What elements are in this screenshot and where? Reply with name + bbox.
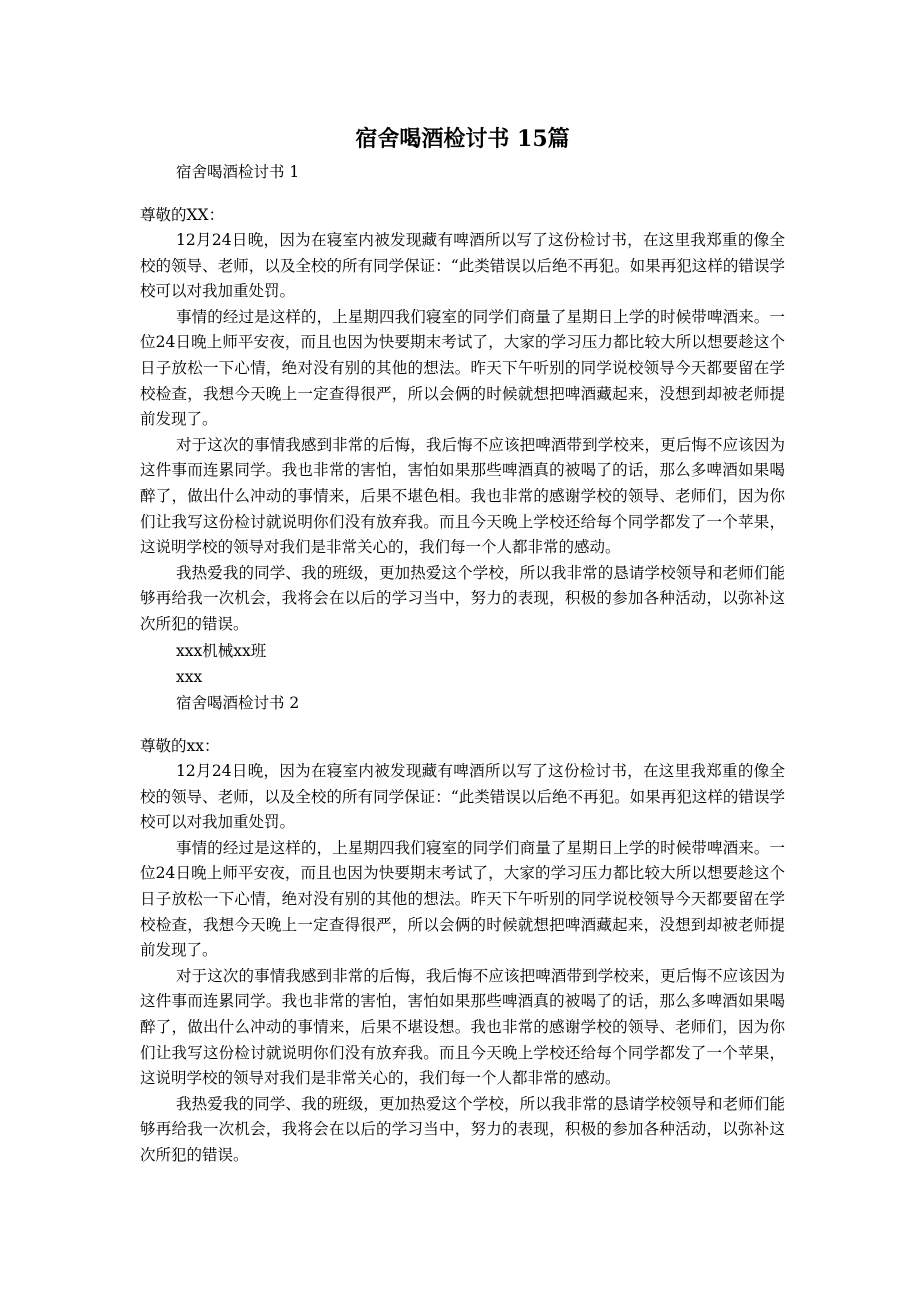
section-heading: 宿舍喝酒检讨书 1: [176, 163, 300, 181]
salutation: 尊敬的XX：: [140, 206, 225, 224]
section-heading: 宿舍喝酒检讨书 2: [176, 694, 300, 712]
signature-class: xxx机械xx班: [176, 641, 267, 660]
body-paragraph: 12月24日晚，因为在寝室内被发现藏有啤酒所以写了这份检讨书，在这里我郑重的像全校的领导、老师，以及全校的所有同学保证：“此类错误以后绝不再犯。如果再犯这样的错误学校可以对我加重处罚。: [140, 762, 785, 832]
letter-section-1: [140, 159, 785, 690]
body-paragraph: 对于这次的事情我感到非常的后悔，我后悔不应该把啤酒带到学校来，更后悔不应该因为这件事而连累同学。我也非常的害怕，害怕如果那些啤酒真的被喝了的话，那么多啤酒如果喝醉了，做出什么冲动的事情来，后果不堪色相。我也非常的感谢学校的领导、老师们，因为你们让我写这份检讨就说明你们没有放弃我。而且今天晚上学校还给每个同学都发了一个苹果，这说明学校的领导对我们是非常关心的，我们每一个人都非常的感动。: [140, 435, 785, 557]
body-paragraph: 我热爱我的同学、我的班级，更加热爱这个学校，所以我非常的恳请学校领导和老师们能够再给我一次机会，我将会在以后的学习当中，努力的表现，积极的参加各种活动，以弥补这次所犯的错误。: [140, 563, 785, 633]
body-paragraph: 12月24日晚，因为在寝室内被发现藏有啤酒所以写了这份检讨书，在这里我郑重的像全校的领导、老师，以及全校的所有同学保证：“此类错误以后绝不再犯。如果再犯这样的错误学校可以对我加重处罚。: [140, 231, 785, 301]
signature-name: xxx: [176, 667, 203, 686]
document-title: 宿舍喝酒检讨书 15篇: [355, 126, 570, 152]
body-paragraph: 对于这次的事情我感到非常的后悔，我后悔不应该把啤酒带到学校来，更后悔不应该因为这件事而连累同学。我也非常的害怕，害怕如果那些啤酒真的被喝了的话，那么多啤酒如果喝醉了，做出什么冲动的事情来，后果不堪设想。我也非常的感谢学校的领导、老师们，因为你们让我写这份检讨就说明你们没有放弃我。而且今天晚上学校还给每个同学都发了一个苹果，这说明学校的领导对我们是非常关心的，我们每一个人都非常的感动。: [140, 966, 785, 1088]
letter-section-2: [140, 690, 785, 1169]
salutation: 尊敬的xx：: [140, 737, 220, 755]
body-paragraph: 事情的经过是这样的，上星期四我们寝室的同学们商量了星期日上学的时候带啤酒来。一位24日晚上师平安夜，而且也因为快要期末考试了，大家的学习压力都比较大所以想要趁这个日子放松一下心情，绝对没有别的其他的想法。昨天下午听别的同学说校领导今天都要留在学校检查，我想今天晚上一定查得很严，所以会俩的时候就想把啤酒藏起来，没想到却被老师提前发现了。: [140, 838, 785, 960]
body-paragraph: 我热爱我的同学、我的班级，更加热爱这个学校，所以我非常的恳请学校领导和老师们能够再给我一次机会，我将会在以后的学习当中，努力的表现，积极的参加各种活动，以弥补这次所犯的错误。: [140, 1094, 785, 1164]
body-paragraph: 事情的经过是这样的，上星期四我们寝室的同学们商量了星期日上学的时候带啤酒来。一位24日晚上师平安夜，而且也因为快要期末考试了，大家的学习压力都比较大所以想要趁这个日子放松一下心情，绝对没有别的其他的想法。昨天下午听别的同学说校领导今天都要留在学校检查，我想今天晚上一定查得很严，所以会俩的时候就想把啤酒藏起来，没想到却被老师提前发现了。: [140, 307, 785, 429]
